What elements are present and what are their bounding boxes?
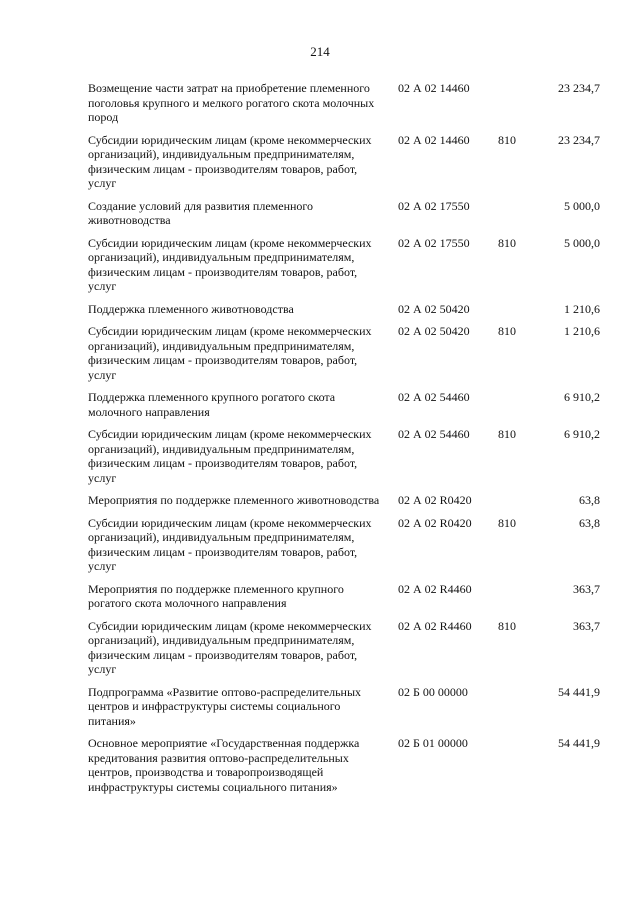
row-expense-type: 810 xyxy=(498,515,516,530)
row-description: Поддержка племенного животноводства xyxy=(88,301,294,316)
row-expense-type xyxy=(498,199,534,228)
row-expense-type: 810 xyxy=(498,427,516,441)
row-expense-type: 810 xyxy=(498,132,516,147)
row-description: Подпрограмма «Развитие оптово-распределительных центров и инфраструктуры системы социального питания» xyxy=(88,684,362,728)
row-code: 02 А 02 50420 xyxy=(398,324,470,338)
row-code: 02 А 02 R4460 xyxy=(398,581,472,596)
row-description: Создание условий для развития племенного животноводства xyxy=(88,198,314,227)
row-amount: 6 910,2 xyxy=(564,390,600,404)
row-code: 02 Б 01 00000 xyxy=(398,736,468,750)
row-description: Субсидии юридическим лицам (кроме некоммерческих организаций), индивидуальным предпринимателям, физическим лицам - производителям товаров, работ, услуг xyxy=(88,618,372,676)
row-description: Основное мероприятие «Государственная поддержка кредитования развития оптово-распределительных центров, производства и товаропроизводящей инфраструктуры системы социального питания» xyxy=(88,736,360,794)
row-code: 02 А 02 R0420 xyxy=(398,515,472,530)
row-description: Поддержка племенного крупного рогатого скота молочного направления xyxy=(88,390,336,419)
row-expense-type: 810 xyxy=(498,235,516,250)
row-expense-type xyxy=(498,736,534,794)
row-amount: 23 234,7 xyxy=(558,81,600,95)
row-expense-type xyxy=(498,685,534,729)
table-row xyxy=(88,390,600,419)
row-code: 02 А 02 R0420 xyxy=(398,493,472,507)
row-amount: 5 000,0 xyxy=(564,235,600,250)
page-number: 214 xyxy=(310,44,330,59)
table-row xyxy=(88,736,600,794)
row-description: Субсидии юридическим лицам (кроме некоммерческих организаций), индивидуальным предпринимателям, физическим лицам - производителям товаров, работ, услуг xyxy=(88,132,372,190)
table-row xyxy=(88,516,600,574)
budget-table xyxy=(88,81,600,802)
row-code: 02 А 02 54460 xyxy=(398,390,470,404)
table-row xyxy=(88,302,600,317)
table-row xyxy=(88,133,600,191)
row-amount: 1 210,6 xyxy=(564,301,600,316)
row-amount: 54 441,9 xyxy=(558,736,600,750)
row-amount: 363,7 xyxy=(573,618,600,633)
row-amount: 63,8 xyxy=(579,515,600,530)
row-description: Возмещение части затрат на приобретение племенного поголовья крупного и мелкого рогатого скота молочных пород xyxy=(88,81,375,124)
table-row xyxy=(88,582,600,611)
row-code: 02 А 02 54460 xyxy=(398,427,470,441)
row-amount: 23 234,7 xyxy=(558,132,600,147)
row-description: Субсидии юридическим лицам (кроме некоммерческих организаций), индивидуальным предпринимателям, физическим лицам - производителям товаров, работ, услуг xyxy=(88,515,372,573)
row-code: 02 А 02 50420 xyxy=(398,301,470,316)
table-row xyxy=(88,427,600,485)
row-expense-type: 810 xyxy=(498,618,516,633)
row-code: 02 Б 00 00000 xyxy=(398,684,468,699)
row-amount: 54 441,9 xyxy=(558,684,600,699)
row-expense-type xyxy=(498,493,534,508)
table-row xyxy=(88,199,600,228)
row-code: 02 А 02 17550 xyxy=(398,235,470,250)
row-code: 02 А 02 17550 xyxy=(398,198,470,213)
row-code: 02 А 02 14460 xyxy=(398,81,470,95)
row-description: Мероприятия по поддержке племенного крупного рогатого скота молочного направления xyxy=(88,581,344,610)
row-expense-type: 810 xyxy=(498,324,516,338)
row-amount: 6 910,2 xyxy=(564,427,600,441)
table-row xyxy=(88,236,600,294)
row-expense-type xyxy=(498,582,534,611)
row-description: Мероприятия по поддержке племенного животноводства xyxy=(88,493,380,507)
row-expense-type xyxy=(498,81,534,125)
table-row xyxy=(88,685,600,729)
row-amount: 63,8 xyxy=(579,493,600,507)
row-expense-type xyxy=(498,390,534,419)
table-row xyxy=(88,619,600,677)
row-description: Субсидии юридическим лицам (кроме некоммерческих организаций), индивидуальным предпринимателям, физическим лицам - производителям товаров, работ, услуг xyxy=(88,427,372,485)
row-description: Субсидии юридическим лицам (кроме некоммерческих организаций), индивидуальным предпринимателям, физическим лицам - производителям товаров, работ, услуг xyxy=(88,235,372,293)
row-amount: 5 000,0 xyxy=(564,198,600,213)
row-description: Субсидии юридическим лицам (кроме некоммерческих организаций), индивидуальным предпринимателям, физическим лицам - производителям товаров, работ, услуг xyxy=(88,324,372,382)
table-row xyxy=(88,81,600,125)
row-amount: 363,7 xyxy=(573,581,600,596)
table-row xyxy=(88,324,600,382)
row-expense-type xyxy=(498,302,534,317)
table-row xyxy=(88,493,600,508)
row-code: 02 А 02 R4460 xyxy=(398,618,472,633)
row-code: 02 А 02 14460 xyxy=(398,132,470,147)
row-amount: 1 210,6 xyxy=(564,324,600,338)
